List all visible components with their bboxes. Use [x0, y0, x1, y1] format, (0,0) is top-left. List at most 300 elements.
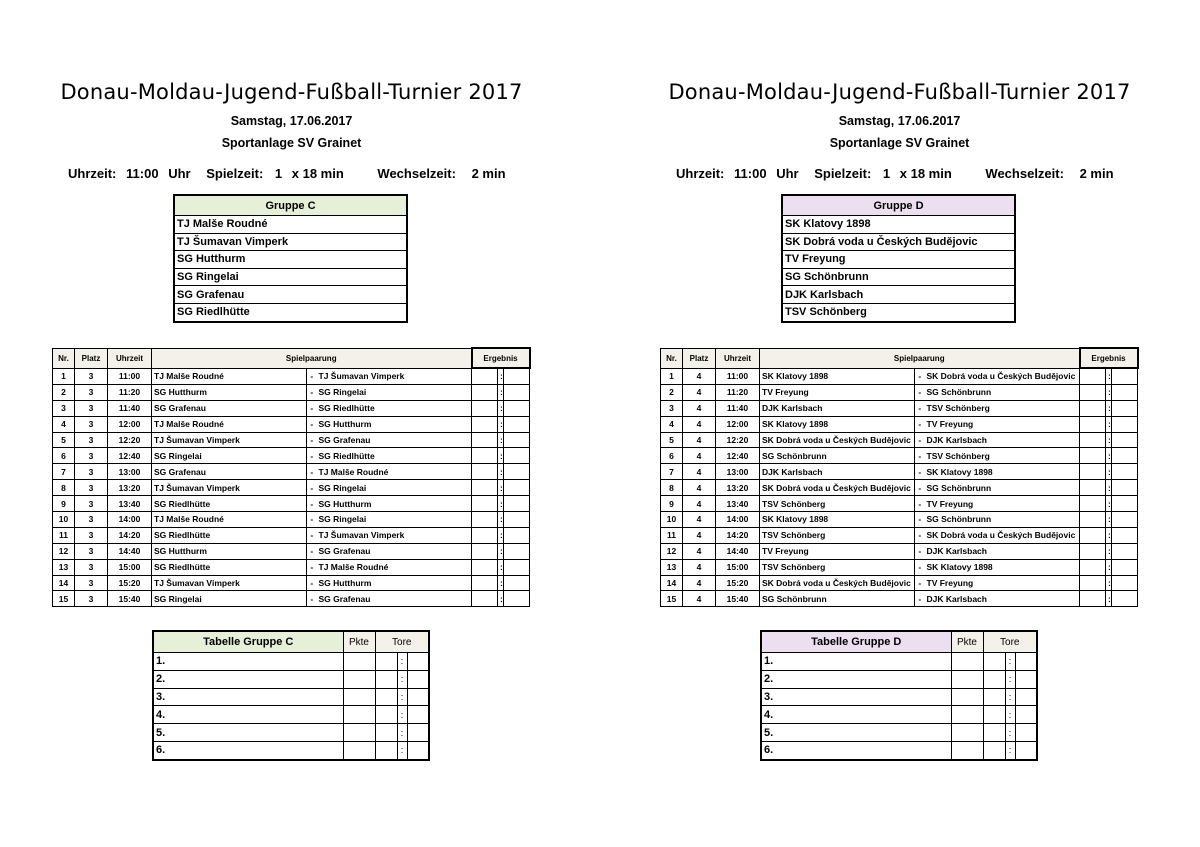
match-dash: -	[307, 416, 317, 432]
col-spielpaarung: Spielpaarung	[152, 348, 472, 368]
match-dash: -	[915, 496, 925, 512]
result-home	[472, 432, 498, 448]
standings-goals-against	[1015, 741, 1037, 759]
result-away	[1112, 559, 1138, 575]
result-colon: :	[498, 384, 504, 400]
standings-goals-for	[983, 688, 1005, 706]
result-away	[1112, 496, 1138, 512]
standings-row	[761, 724, 1037, 742]
result-home	[1080, 591, 1106, 607]
match-dash: -	[915, 527, 925, 543]
match-platz: 4	[683, 575, 716, 591]
match-home-team: TJ Šumavan Vimperk	[152, 575, 307, 591]
match-platz: 3	[75, 400, 108, 416]
wechselzeit-value: 2 min	[471, 166, 506, 181]
match-nr: 14	[53, 575, 75, 591]
spielzeit-value: x 18 min	[899, 166, 952, 181]
result-colon: :	[1106, 591, 1112, 607]
standings-row	[153, 670, 429, 688]
match-time: 13:40	[716, 496, 760, 512]
match-home-team: DJK Karlsbach	[760, 464, 915, 480]
result-home	[1080, 480, 1106, 496]
match-row	[661, 512, 1138, 528]
match-dash: -	[915, 448, 925, 464]
result-away	[1112, 527, 1138, 543]
result-home	[472, 512, 498, 528]
match-home-team: SG Hutthurm	[152, 384, 307, 400]
match-time: 13:20	[108, 480, 152, 496]
match-dash: -	[915, 368, 925, 384]
match-nr: 3	[53, 400, 75, 416]
match-away-team: SG Schönbrunn	[925, 480, 1080, 496]
match-row	[661, 496, 1138, 512]
wechselzeit-label: Wechselzeit:	[377, 166, 456, 181]
match-row	[661, 559, 1138, 575]
match-platz: 4	[683, 384, 716, 400]
result-colon: :	[1106, 575, 1112, 591]
match-platz: 4	[683, 591, 716, 607]
group-team: SK Klatovy 1898	[782, 216, 1015, 234]
match-away-team: SG Ringelai	[317, 512, 472, 528]
match-away-team: SG Riedlhütte	[317, 400, 472, 416]
match-home-team: TSV Schönberg	[760, 496, 915, 512]
group-team: TJ Malše Roudné	[174, 216, 407, 234]
match-nr: 6	[53, 448, 75, 464]
match-platz: 3	[75, 416, 108, 432]
match-nr: 15	[53, 591, 75, 607]
match-home-team: SG Riedlhütte	[152, 496, 307, 512]
result-away	[1112, 448, 1138, 464]
match-home-team: TJ Malše Roudné	[152, 512, 307, 528]
result-colon: :	[498, 496, 504, 512]
result-colon: :	[1106, 480, 1112, 496]
match-time: 11:20	[716, 384, 760, 400]
standings-place: 5.	[153, 724, 343, 742]
match-nr: 8	[53, 480, 75, 496]
match-away-team: SG Schönbrunn	[925, 512, 1080, 528]
result-colon: :	[1106, 512, 1112, 528]
match-dash: -	[307, 448, 317, 464]
match-away-team: SK Klatovy 1898	[925, 464, 1080, 480]
tournament-title: Donau-Moldau-Jugend-Fußball-Turnier 2017	[60, 80, 523, 104]
match-dash: -	[307, 496, 317, 512]
result-home	[1080, 575, 1106, 591]
standings-colon: :	[1005, 706, 1015, 724]
col-platz: Platz	[75, 348, 108, 368]
standings-colon: :	[397, 724, 407, 742]
match-home-team: TJ Šumavan Vimperk	[152, 480, 307, 496]
match-away-team: SG Riedlhütte	[317, 448, 472, 464]
match-time: 14:40	[108, 543, 152, 559]
match-platz: 4	[683, 368, 716, 384]
uhrzeit-value: 11:00	[126, 166, 159, 181]
match-nr: 9	[53, 496, 75, 512]
match-away-team: SG Hutthurm	[317, 416, 472, 432]
match-home-team: SG Grafenau	[152, 400, 307, 416]
match-platz: 3	[75, 384, 108, 400]
sheet-group-d	[608, 0, 1200, 847]
standings-goals-for	[983, 741, 1005, 759]
standings-pkte: Pkte	[343, 631, 375, 653]
result-away	[504, 416, 530, 432]
match-time: 15:20	[108, 575, 152, 591]
standings-goals-against	[407, 653, 429, 671]
match-platz: 3	[75, 512, 108, 528]
result-colon: :	[498, 512, 504, 528]
match-row	[661, 591, 1138, 607]
match-time: 13:40	[108, 496, 152, 512]
standings-goals-against	[1015, 706, 1037, 724]
standings-colon: :	[397, 653, 407, 671]
match-dash: -	[307, 559, 317, 575]
result-away	[1112, 384, 1138, 400]
standings-place: 3.	[761, 688, 951, 706]
standings-place: 6.	[153, 741, 343, 759]
result-home	[472, 575, 498, 591]
standings-colon: :	[397, 741, 407, 759]
wechselzeit-label: Wechselzeit:	[985, 166, 1064, 181]
match-dash: -	[307, 368, 317, 384]
match-row	[53, 527, 530, 543]
standings-goals-for	[375, 741, 397, 759]
match-platz: 3	[75, 543, 108, 559]
match-dash: -	[307, 512, 317, 528]
match-row	[53, 416, 530, 432]
match-row	[661, 448, 1138, 464]
standings-row	[761, 741, 1037, 759]
match-platz: 4	[683, 480, 716, 496]
match-time: 11:40	[716, 400, 760, 416]
standings-row	[153, 688, 429, 706]
result-away	[504, 448, 530, 464]
result-home	[1080, 368, 1106, 384]
match-nr: 10	[661, 512, 683, 528]
result-away	[504, 400, 530, 416]
match-away-team: TJ Malše Roudné	[317, 464, 472, 480]
standings-place: 4.	[761, 706, 951, 724]
spielzeit-label: Spielzeit:	[206, 166, 264, 181]
group-team: SK Dobrá voda u Českých Budějovic	[782, 233, 1015, 251]
match-time: 12:00	[716, 416, 760, 432]
match-platz: 4	[683, 400, 716, 416]
standings-colon: :	[1005, 653, 1015, 671]
standings-goals-against	[1015, 670, 1037, 688]
match-dash: -	[915, 416, 925, 432]
match-away-team: TJ Šumavan Vimperk	[317, 527, 472, 543]
result-home	[472, 368, 498, 384]
result-colon: :	[1106, 416, 1112, 432]
match-time: 15:20	[716, 575, 760, 591]
match-nr: 2	[661, 384, 683, 400]
group-team: TSV Schönberg	[782, 303, 1015, 321]
result-colon: :	[498, 432, 504, 448]
match-nr: 7	[53, 464, 75, 480]
result-away	[504, 527, 530, 543]
standings-goals-for	[983, 653, 1005, 671]
standings-pkte: Pkte	[951, 631, 983, 653]
result-home	[1080, 464, 1106, 480]
match-row	[661, 575, 1138, 591]
match-nr: 3	[661, 400, 683, 416]
group-team: SG Schönbrunn	[782, 268, 1015, 286]
match-row	[661, 384, 1138, 400]
match-row	[661, 527, 1138, 543]
schedule-info	[68, 166, 506, 181]
standings-goals-against	[407, 688, 429, 706]
result-away	[504, 543, 530, 559]
standings-title: Tabelle Gruppe D	[761, 631, 951, 653]
standings-goals-against	[1015, 653, 1037, 671]
standings-points	[343, 670, 375, 688]
result-home	[1080, 559, 1106, 575]
standings-row	[761, 688, 1037, 706]
match-nr: 1	[53, 368, 75, 384]
result-colon: :	[498, 400, 504, 416]
tournament-venue: Sportanlage SV Grainet	[221, 136, 362, 150]
match-time: 15:40	[716, 591, 760, 607]
match-platz: 3	[75, 575, 108, 591]
tournament-date: Samstag, 17.06.2017	[230, 114, 353, 128]
match-home-team: TSV Schönberg	[760, 527, 915, 543]
match-home-team: SK Klatovy 1898	[760, 512, 915, 528]
match-nr: 4	[53, 416, 75, 432]
group-team: SG Hutthurm	[174, 251, 407, 269]
match-away-team: SG Grafenau	[317, 591, 472, 607]
match-home-team: SK Dobrá voda u Českých Budějovic	[760, 432, 915, 448]
standings-row	[153, 706, 429, 724]
result-away	[1112, 480, 1138, 496]
match-row	[53, 400, 530, 416]
match-nr: 11	[661, 527, 683, 543]
uhr-label: Uhr	[776, 166, 799, 181]
match-row	[661, 543, 1138, 559]
match-away-team: DJK Karlsbach	[925, 591, 1080, 607]
match-platz: 4	[683, 464, 716, 480]
match-row	[53, 496, 530, 512]
col-uhrzeit: Uhrzeit	[108, 348, 152, 368]
match-time: 14:20	[108, 527, 152, 543]
result-away	[504, 432, 530, 448]
result-home	[1080, 512, 1106, 528]
match-time: 14:40	[716, 543, 760, 559]
match-dash: -	[915, 559, 925, 575]
match-nr: 11	[53, 527, 75, 543]
match-home-team: DJK Karlsbach	[760, 400, 915, 416]
result-colon: :	[1106, 432, 1112, 448]
result-home	[472, 559, 498, 575]
standings-points	[951, 724, 983, 742]
match-row	[53, 575, 530, 591]
match-dash: -	[915, 400, 925, 416]
standings-points	[343, 706, 375, 724]
tournament-title: Donau-Moldau-Jugend-Fußball-Turnier 2017	[668, 80, 1131, 104]
result-home	[472, 480, 498, 496]
match-time: 14:20	[716, 527, 760, 543]
col-ergebnis: Ergebnis	[1080, 348, 1138, 368]
result-colon: :	[1106, 448, 1112, 464]
match-nr: 2	[53, 384, 75, 400]
match-nr: 13	[53, 559, 75, 575]
match-platz: 4	[683, 448, 716, 464]
standings-points	[343, 653, 375, 671]
match-dash: -	[307, 464, 317, 480]
match-dash: -	[307, 591, 317, 607]
group-name: Gruppe D	[782, 195, 1015, 216]
match-nr: 9	[661, 496, 683, 512]
match-home-team: SG Ringelai	[152, 591, 307, 607]
spielzeit-count: 1	[274, 166, 283, 181]
match-home-team: SG Riedlhütte	[152, 559, 307, 575]
match-away-team: SG Hutthurm	[317, 496, 472, 512]
standings-table	[152, 630, 430, 761]
match-time: 11:00	[108, 368, 152, 384]
uhrzeit-label: Uhrzeit:	[68, 166, 117, 181]
match-away-team: SG Grafenau	[317, 432, 472, 448]
result-away	[1112, 591, 1138, 607]
match-home-team: SG Ringelai	[152, 448, 307, 464]
match-platz: 4	[683, 416, 716, 432]
match-dash: -	[915, 480, 925, 496]
match-away-team: TV Freyung	[925, 575, 1080, 591]
standings-points	[951, 670, 983, 688]
match-platz: 4	[683, 432, 716, 448]
match-home-team: TJ Malše Roudné	[152, 368, 307, 384]
standings-colon: :	[1005, 741, 1015, 759]
standings-colon: :	[1005, 724, 1015, 742]
result-away	[1112, 464, 1138, 480]
match-row	[661, 400, 1138, 416]
match-platz: 3	[75, 496, 108, 512]
match-dash: -	[915, 575, 925, 591]
result-colon: :	[1106, 368, 1112, 384]
match-schedule	[660, 347, 1139, 607]
standings-row	[153, 741, 429, 759]
result-home	[472, 496, 498, 512]
result-home	[1080, 527, 1106, 543]
match-home-team: TJ Malše Roudné	[152, 416, 307, 432]
standings-goals-against	[407, 706, 429, 724]
match-platz: 3	[75, 480, 108, 496]
group-team: DJK Karlsbach	[782, 286, 1015, 304]
result-colon: :	[1106, 464, 1112, 480]
result-colon: :	[1106, 384, 1112, 400]
group-team: SG Grafenau	[174, 286, 407, 304]
result-colon: :	[498, 559, 504, 575]
match-away-team: TJ Malše Roudné	[317, 559, 472, 575]
uhr-label: Uhr	[168, 166, 191, 181]
match-nr: 6	[661, 448, 683, 464]
group-team: SG Riedlhütte	[174, 303, 407, 321]
result-away	[504, 575, 530, 591]
match-row	[53, 480, 530, 496]
spielzeit-label: Spielzeit:	[814, 166, 872, 181]
standings-goals-against	[407, 670, 429, 688]
match-time: 12:20	[108, 432, 152, 448]
uhrzeit-label: Uhrzeit:	[676, 166, 725, 181]
match-time: 12:40	[716, 448, 760, 464]
col-nr: Nr.	[53, 348, 75, 368]
match-platz: 3	[75, 559, 108, 575]
col-platz: Platz	[683, 348, 716, 368]
group-d-teams	[781, 194, 1016, 323]
match-time: 12:20	[716, 432, 760, 448]
match-home-team: SG Riedlhütte	[152, 527, 307, 543]
standings-points	[343, 741, 375, 759]
match-row	[53, 591, 530, 607]
match-platz: 3	[75, 368, 108, 384]
match-nr: 8	[661, 480, 683, 496]
result-home	[472, 384, 498, 400]
match-time: 13:20	[716, 480, 760, 496]
result-away	[1112, 543, 1138, 559]
match-time: 11:00	[716, 368, 760, 384]
standings-goals-for	[375, 653, 397, 671]
match-away-team: TJ Šumavan Vimperk	[317, 368, 472, 384]
group-team: TJ Šumavan Vimperk	[174, 233, 407, 251]
standings-title: Tabelle Gruppe C	[153, 631, 343, 653]
match-platz: 3	[75, 448, 108, 464]
match-away-team: DJK Karlsbach	[925, 543, 1080, 559]
result-home	[472, 527, 498, 543]
result-away	[504, 591, 530, 607]
schedule-info	[676, 166, 1114, 181]
result-away	[1112, 400, 1138, 416]
match-dash: -	[915, 464, 925, 480]
match-row	[53, 543, 530, 559]
match-nr: 12	[53, 543, 75, 559]
standings-goals-against	[1015, 688, 1037, 706]
standings-points	[343, 688, 375, 706]
match-dash: -	[915, 543, 925, 559]
match-away-team: SG Ringelai	[317, 384, 472, 400]
standings-goals-against	[1015, 724, 1037, 742]
match-home-team: TJ Šumavan Vimperk	[152, 432, 307, 448]
match-away-team: TV Freyung	[925, 496, 1080, 512]
result-home	[472, 464, 498, 480]
result-colon: :	[498, 543, 504, 559]
result-home	[472, 448, 498, 464]
standings-colon: :	[397, 688, 407, 706]
match-dash: -	[915, 432, 925, 448]
result-away	[504, 559, 530, 575]
wechselzeit-value: 2 min	[1079, 166, 1114, 181]
match-row	[661, 464, 1138, 480]
match-row	[661, 480, 1138, 496]
standings-place: 2.	[153, 670, 343, 688]
standings-place: 6.	[761, 741, 951, 759]
match-time: 11:20	[108, 384, 152, 400]
standings-goals-against	[407, 741, 429, 759]
result-home	[1080, 448, 1106, 464]
result-home	[1080, 416, 1106, 432]
match-away-team: TSV Schönberg	[925, 400, 1080, 416]
standings-row	[761, 670, 1037, 688]
match-home-team: SK Dobrá voda u Českých Budějovic	[760, 575, 915, 591]
result-home	[1080, 543, 1106, 559]
result-home	[472, 400, 498, 416]
match-home-team: SK Dobrá voda u Českých Budějovic	[760, 480, 915, 496]
match-time: 12:40	[108, 448, 152, 464]
match-away-team: SK Dobrá voda u Českých Budějovic	[925, 527, 1080, 543]
standings-points	[951, 688, 983, 706]
standings-row	[153, 653, 429, 671]
match-schedule	[52, 347, 531, 607]
result-colon: :	[498, 591, 504, 607]
match-dash: -	[307, 480, 317, 496]
match-home-team: SG Hutthurm	[152, 543, 307, 559]
group-c-teams	[173, 194, 408, 323]
match-home-team: SG Schönbrunn	[760, 448, 915, 464]
